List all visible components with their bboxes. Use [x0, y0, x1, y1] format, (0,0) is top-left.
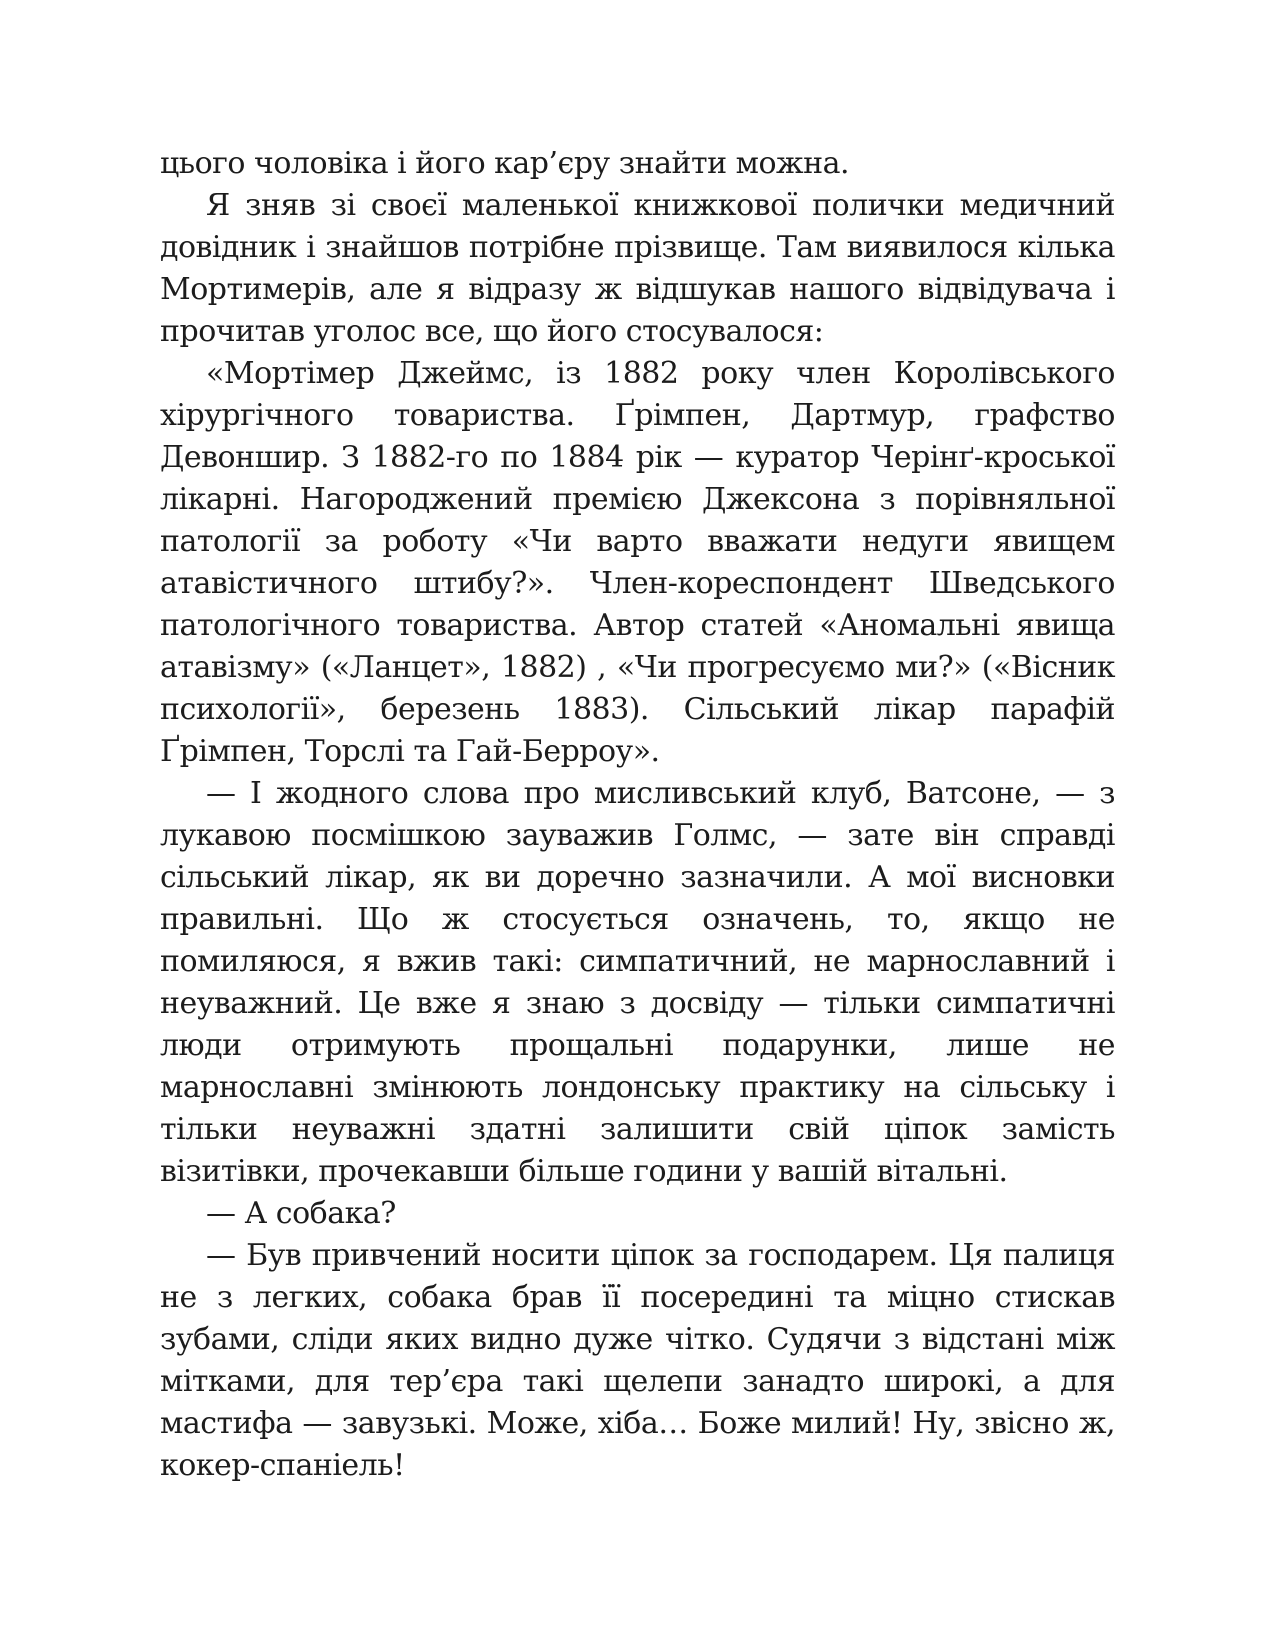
paragraph-holmes-reply: — І жодного слова про мисливський клуб, Ватсоне, — з лукавою посмішкою зауважив Голмс, — зате він справді сільський лікар, як ви доречно зазначили. А мої висновки правильні. Що ж стосується означень, то, якщо не помиляюся, я вжив такі: симпатичний, не марнославний і неуважний. Це вже я знаю з досвіду — тільки симпатичні люди отримують прощальні подарунки, лише не марнославні змінюють лондонську практику на сільську і тільки неуважні здатні залишити свій ціпок замість візитівки, прочекавши більше години у вашій вітальні. [160, 776, 1115, 1189]
page-body [160, 143, 1115, 1487]
paragraph-dog-question: — А собака? [206, 1196, 396, 1231]
paragraph-continuation: цього чоловіка і його кар’єру знайти можна. [160, 146, 850, 181]
paragraph-dog-answer: — Був привчений носити ціпок за господарем. Ця палиця не з легких, собака брав її посередині та міцно стискав зубами, сліди яких видно дуже чітко. Судячи з відстані між мітками, для тер’єра такі щелепи занадто широкі, а для мастифа — завузькі. Може, хіба… Боже милий! Ну, звісно ж, кокер-спаніель! [160, 1238, 1115, 1483]
paragraph-medical-directory: Я зняв зі своєї маленької книжкової полички медичний довідник і знайшов потрібне прізвище. Там виявилося кілька Мортимерів, але я відразу ж відшукав нашого відвідувача і прочитав уголос все, що його стосувалося: [160, 188, 1115, 349]
paragraph-directory-entry: «Мортімер Джеймс, із 1882 року член Королівського хірургічного товариства. Ґрімпен, Дартмур, графство Девоншир. З 1882-го по 1884 рік — куратор Черінґ-кроської лікарні. Нагороджений премією Джексона з порівняльної патології за роботу «Чи варто вважати недуги явищем атавістичного штибу?». Член-кореспондент Шведського патологічного товариства. Автор статей «Аномальні явища атавізму» («Ланцет», 1882) , «Чи прогресуємо ми?» («Вісник психології», березень 1883). Сільський лікар парафій Ґрімпен, Торслі та Гай-Берроу». [160, 356, 1115, 769]
